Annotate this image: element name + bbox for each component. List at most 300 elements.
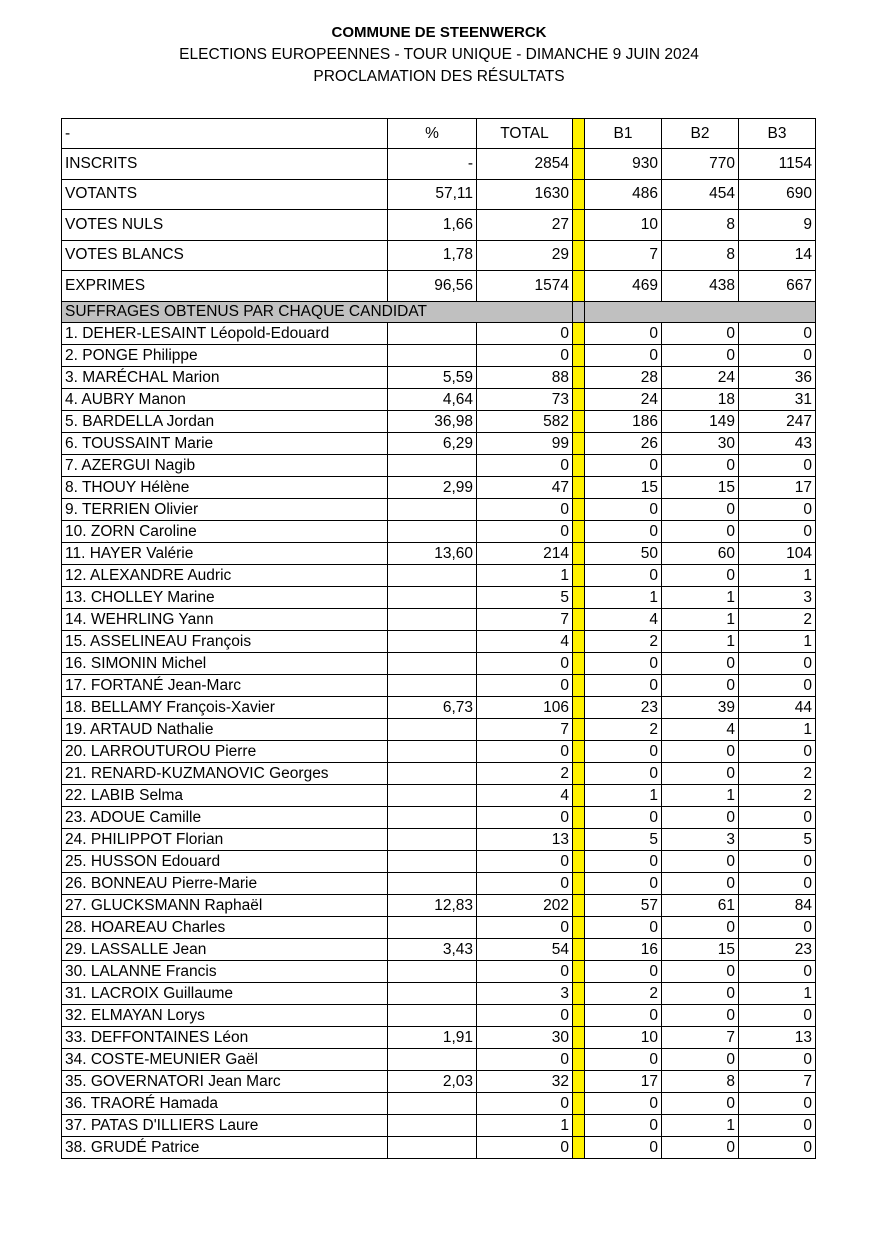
candidate-name: 13. CHOLLEY Marine: [62, 586, 388, 608]
candidate-name: 38. GRUDÉ Patrice: [62, 1136, 388, 1158]
candidate-pct: 2,03: [388, 1070, 477, 1092]
candidate-name: 8. THOUY Hélène: [62, 476, 388, 498]
candidate-pct: [388, 1092, 477, 1114]
column-separator: [573, 366, 585, 388]
candidate-b3: 0: [739, 1136, 816, 1158]
candidate-total: 214: [477, 542, 573, 564]
candidate-b2: 0: [662, 520, 739, 542]
candidate-b2: 1: [662, 1114, 739, 1136]
candidate-b2: 0: [662, 1048, 739, 1070]
candidate-b3: 5: [739, 828, 816, 850]
candidate-b3: 43: [739, 432, 816, 454]
candidate-b3: 3: [739, 586, 816, 608]
candidate-b2: 0: [662, 322, 739, 344]
candidate-total: 32: [477, 1070, 573, 1092]
candidate-b1: 24: [585, 388, 662, 410]
candidate-pct: 6,29: [388, 432, 477, 454]
summary-b2: 770: [662, 149, 739, 180]
candidate-b3: 17: [739, 476, 816, 498]
candidate-row: [62, 762, 816, 784]
candidate-row: [62, 454, 816, 476]
summary-row: [62, 210, 816, 241]
candidate-b2: 0: [662, 454, 739, 476]
candidate-total: 0: [477, 322, 573, 344]
col-label-header: -: [62, 119, 388, 149]
candidate-total: 582: [477, 410, 573, 432]
candidate-b2: 0: [662, 916, 739, 938]
candidate-b3: 0: [739, 344, 816, 366]
summary-total: 1630: [477, 179, 573, 210]
candidate-b2: 0: [662, 564, 739, 586]
candidate-b1: 1: [585, 586, 662, 608]
candidate-total: 0: [477, 850, 573, 872]
candidate-b1: 57: [585, 894, 662, 916]
column-separator: [573, 179, 585, 210]
candidate-b1: 0: [585, 344, 662, 366]
candidate-name: 19. ARTAUD Nathalie: [62, 718, 388, 740]
candidate-pct: [388, 762, 477, 784]
candidate-name: 36. TRAORÉ Hamada: [62, 1092, 388, 1114]
col-total-header: TOTAL: [477, 119, 573, 149]
candidate-name: 29. LASSALLE Jean: [62, 938, 388, 960]
candidate-b1: 4: [585, 608, 662, 630]
candidate-total: 0: [477, 454, 573, 476]
candidate-name: 15. ASSELINEAU François: [62, 630, 388, 652]
candidate-b1: 50: [585, 542, 662, 564]
candidate-name: 30. LALANNE Francis: [62, 960, 388, 982]
candidate-b3: 84: [739, 894, 816, 916]
candidate-b2: 0: [662, 344, 739, 366]
candidate-b2: 0: [662, 652, 739, 674]
candidate-name: 23. ADOUE Camille: [62, 806, 388, 828]
candidate-b2: 149: [662, 410, 739, 432]
column-separator: [573, 762, 585, 784]
candidate-b2: 24: [662, 366, 739, 388]
candidate-name: 35. GOVERNATORI Jean Marc: [62, 1070, 388, 1092]
candidate-b1: 0: [585, 1136, 662, 1158]
summary-label: EXPRIMES: [62, 271, 388, 302]
column-separator: [573, 806, 585, 828]
summary-b2: 454: [662, 179, 739, 210]
candidate-pct: [388, 520, 477, 542]
candidate-b3: 2: [739, 762, 816, 784]
candidate-pct: [388, 784, 477, 806]
candidate-name: 10. ZORN Caroline: [62, 520, 388, 542]
candidate-b2: 0: [662, 1004, 739, 1026]
column-separator: [573, 850, 585, 872]
candidate-b1: 26: [585, 432, 662, 454]
results-subtitle: PROCLAMATION DES RÉSULTATS: [313, 68, 565, 85]
section-band: [585, 301, 816, 322]
candidate-b3: 0: [739, 1092, 816, 1114]
candidate-b2: 0: [662, 1136, 739, 1158]
candidate-total: 99: [477, 432, 573, 454]
candidate-pct: [388, 322, 477, 344]
candidate-name: 24. PHILIPPOT Florian: [62, 828, 388, 850]
candidate-total: 47: [477, 476, 573, 498]
candidate-pct: [388, 608, 477, 630]
candidate-pct: [388, 850, 477, 872]
candidate-row: [62, 982, 816, 1004]
candidate-pct: [388, 498, 477, 520]
candidate-name: 9. TERRIEN Olivier: [62, 498, 388, 520]
column-separator: [573, 271, 585, 302]
candidate-name: 28. HOAREAU Charles: [62, 916, 388, 938]
candidate-pct: [388, 454, 477, 476]
candidate-b3: 1: [739, 718, 816, 740]
candidate-row: [62, 344, 816, 366]
candidate-b1: 0: [585, 322, 662, 344]
column-separator: [573, 520, 585, 542]
candidate-total: 4: [477, 784, 573, 806]
candidate-pct: [388, 960, 477, 982]
candidate-total: 202: [477, 894, 573, 916]
section-header-row: [62, 301, 816, 322]
candidate-b2: 15: [662, 938, 739, 960]
column-separator: [573, 388, 585, 410]
candidate-pct: [388, 718, 477, 740]
candidate-b1: 0: [585, 740, 662, 762]
candidate-pct: 1,91: [388, 1026, 477, 1048]
candidate-row: [62, 586, 816, 608]
candidate-pct: 36,98: [388, 410, 477, 432]
column-separator: [573, 960, 585, 982]
document-header: [0, 22, 878, 88]
column-separator: [573, 454, 585, 476]
column-separator: [573, 784, 585, 806]
candidate-total: 88: [477, 366, 573, 388]
candidate-b1: 15: [585, 476, 662, 498]
candidate-row: [62, 806, 816, 828]
summary-label: INSCRITS: [62, 149, 388, 180]
candidate-b1: 2: [585, 630, 662, 652]
candidate-b3: 104: [739, 542, 816, 564]
candidate-b3: 0: [739, 916, 816, 938]
candidate-b3: 0: [739, 1048, 816, 1070]
candidate-b3: 13: [739, 1026, 816, 1048]
candidate-row: [62, 1004, 816, 1026]
candidate-b1: 0: [585, 652, 662, 674]
candidate-total: 0: [477, 916, 573, 938]
column-separator: [573, 1092, 585, 1114]
summary-label: VOTES NULS: [62, 210, 388, 241]
candidate-row: [62, 674, 816, 696]
summary-b3: 690: [739, 179, 816, 210]
results-table: [61, 118, 816, 1159]
column-separator: [573, 586, 585, 608]
candidate-name: 27. GLUCKSMANN Raphaël: [62, 894, 388, 916]
candidate-b3: 31: [739, 388, 816, 410]
col-pct-header: %: [388, 119, 477, 149]
candidate-pct: [388, 630, 477, 652]
candidate-total: 54: [477, 938, 573, 960]
candidate-b3: 2: [739, 784, 816, 806]
candidate-total: 0: [477, 1092, 573, 1114]
column-separator: [573, 542, 585, 564]
candidate-pct: 4,64: [388, 388, 477, 410]
candidate-b3: 36: [739, 366, 816, 388]
candidate-row: [62, 916, 816, 938]
candidate-b3: 1: [739, 982, 816, 1004]
candidate-name: 5. BARDELLA Jordan: [62, 410, 388, 432]
candidate-b1: 0: [585, 916, 662, 938]
candidate-name: 12. ALEXANDRE Audric: [62, 564, 388, 586]
column-separator: [573, 564, 585, 586]
candidate-total: 106: [477, 696, 573, 718]
candidate-b2: 0: [662, 498, 739, 520]
candidate-b3: 0: [739, 652, 816, 674]
summary-pct: 96,56: [388, 271, 477, 302]
candidate-name: 20. LARROUTUROU Pierre: [62, 740, 388, 762]
column-separator: [573, 149, 585, 180]
candidate-b3: 23: [739, 938, 816, 960]
column-separator: [573, 1026, 585, 1048]
candidate-name: 14. WEHRLING Yann: [62, 608, 388, 630]
candidate-total: 0: [477, 674, 573, 696]
candidate-total: 0: [477, 1004, 573, 1026]
candidate-total: 0: [477, 652, 573, 674]
column-separator: [573, 1136, 585, 1158]
candidate-row: [62, 322, 816, 344]
candidate-b2: 39: [662, 696, 739, 718]
candidate-b3: 0: [739, 498, 816, 520]
candidate-row: [62, 652, 816, 674]
column-separator: [573, 872, 585, 894]
summary-b3: 9: [739, 210, 816, 241]
column-separator: [573, 301, 585, 322]
candidate-pct: 3,43: [388, 938, 477, 960]
candidate-b1: 0: [585, 850, 662, 872]
candidate-b2: 1: [662, 630, 739, 652]
header-row: [62, 119, 816, 149]
candidate-b2: 18: [662, 388, 739, 410]
candidate-b2: 0: [662, 850, 739, 872]
candidate-pct: [388, 344, 477, 366]
candidate-b1: 0: [585, 498, 662, 520]
candidate-total: 1: [477, 1114, 573, 1136]
candidate-pct: [388, 652, 477, 674]
column-separator: [573, 119, 585, 149]
candidate-row: [62, 740, 816, 762]
candidate-b1: 0: [585, 1048, 662, 1070]
summary-pct: 57,11: [388, 179, 477, 210]
summary-b1: 10: [585, 210, 662, 241]
candidate-pct: [388, 1136, 477, 1158]
candidate-pct: [388, 806, 477, 828]
candidate-pct: [388, 872, 477, 894]
candidate-total: 0: [477, 960, 573, 982]
column-separator: [573, 1004, 585, 1026]
candidate-b2: 4: [662, 718, 739, 740]
candidate-total: 7: [477, 718, 573, 740]
candidate-total: 0: [477, 872, 573, 894]
candidate-row: [62, 1026, 816, 1048]
candidate-b1: 0: [585, 806, 662, 828]
column-separator: [573, 982, 585, 1004]
column-separator: [573, 240, 585, 271]
candidate-total: 0: [477, 1136, 573, 1158]
candidate-name: 34. COSTE-MEUNIER Gaël: [62, 1048, 388, 1070]
candidate-row: [62, 388, 816, 410]
candidate-b3: 7: [739, 1070, 816, 1092]
candidate-b2: 15: [662, 476, 739, 498]
candidate-name: 17. FORTANÉ Jean-Marc: [62, 674, 388, 696]
candidate-name: 16. SIMONIN Michel: [62, 652, 388, 674]
column-separator: [573, 432, 585, 454]
candidate-pct: [388, 586, 477, 608]
candidate-b2: 30: [662, 432, 739, 454]
column-separator: [573, 1070, 585, 1092]
candidate-b1: 0: [585, 872, 662, 894]
col-b3-header: B3: [739, 119, 816, 149]
column-separator: [573, 652, 585, 674]
candidate-name: 6. TOUSSAINT Marie: [62, 432, 388, 454]
candidate-total: 73: [477, 388, 573, 410]
candidate-pct: [388, 828, 477, 850]
candidate-pct: 5,59: [388, 366, 477, 388]
candidate-b1: 0: [585, 564, 662, 586]
summary-b2: 8: [662, 210, 739, 241]
candidate-row: [62, 366, 816, 388]
candidate-b3: 0: [739, 454, 816, 476]
summary-b3: 1154: [739, 149, 816, 180]
candidate-total: 0: [477, 740, 573, 762]
summary-b2: 438: [662, 271, 739, 302]
candidate-b1: 0: [585, 520, 662, 542]
candidate-pct: 2,99: [388, 476, 477, 498]
candidate-b1: 0: [585, 1004, 662, 1026]
column-separator: [573, 894, 585, 916]
candidate-b2: 1: [662, 608, 739, 630]
candidate-row: [62, 696, 816, 718]
summary-pct: 1,78: [388, 240, 477, 271]
candidate-name: 2. PONGE Philippe: [62, 344, 388, 366]
column-separator: [573, 718, 585, 740]
candidate-name: 37. PATAS D'ILLIERS Laure: [62, 1114, 388, 1136]
commune-title: COMMUNE DE STEENWERCK: [331, 24, 547, 41]
candidate-name: 7. AZERGUI Nagib: [62, 454, 388, 476]
candidate-row: [62, 1070, 816, 1092]
column-separator: [573, 740, 585, 762]
candidate-row: [62, 894, 816, 916]
candidate-b1: 186: [585, 410, 662, 432]
summary-b1: 7: [585, 240, 662, 271]
candidate-b1: 0: [585, 762, 662, 784]
candidate-pct: 12,83: [388, 894, 477, 916]
candidate-b2: 0: [662, 762, 739, 784]
summary-label: VOTANTS: [62, 179, 388, 210]
candidate-row: [62, 1114, 816, 1136]
candidate-row: [62, 1092, 816, 1114]
candidate-total: 4: [477, 630, 573, 652]
candidate-name: 22. LABIB Selma: [62, 784, 388, 806]
candidate-row: [62, 872, 816, 894]
candidate-row: [62, 432, 816, 454]
candidate-b2: 3: [662, 828, 739, 850]
candidate-b2: 60: [662, 542, 739, 564]
candidate-row: [62, 1136, 816, 1158]
candidate-total: 0: [477, 520, 573, 542]
candidate-b1: 0: [585, 1092, 662, 1114]
candidate-b1: 0: [585, 960, 662, 982]
candidate-pct: [388, 982, 477, 1004]
column-separator: [573, 1048, 585, 1070]
candidate-total: 2: [477, 762, 573, 784]
summary-pct: -: [388, 149, 477, 180]
column-separator: [573, 828, 585, 850]
candidate-b1: 10: [585, 1026, 662, 1048]
candidate-b2: 0: [662, 960, 739, 982]
candidate-name: 21. RENARD-KUZMANOVIC Georges: [62, 762, 388, 784]
candidate-total: 3: [477, 982, 573, 1004]
candidate-row: [62, 938, 816, 960]
summary-label: VOTES BLANCS: [62, 240, 388, 271]
candidate-pct: [388, 1004, 477, 1026]
candidate-b3: 0: [739, 322, 816, 344]
candidate-row: [62, 828, 816, 850]
summary-total: 1574: [477, 271, 573, 302]
candidate-b3: 0: [739, 806, 816, 828]
summary-b1: 486: [585, 179, 662, 210]
candidate-name: 32. ELMAYAN Lorys: [62, 1004, 388, 1026]
candidate-name: 31. LACROIX Guillaume: [62, 982, 388, 1004]
column-separator: [573, 674, 585, 696]
candidate-b2: 0: [662, 674, 739, 696]
candidate-total: 0: [477, 498, 573, 520]
candidate-row: [62, 476, 816, 498]
candidate-b1: 0: [585, 454, 662, 476]
candidate-b3: 0: [739, 1004, 816, 1026]
candidate-b1: 0: [585, 674, 662, 696]
election-title: ELECTIONS EUROPEENNES - TOUR UNIQUE - DIMANCHE 9 JUIN 2024: [179, 46, 699, 63]
candidate-row: [62, 960, 816, 982]
candidate-total: 0: [477, 806, 573, 828]
candidate-b1: 1: [585, 784, 662, 806]
candidate-b3: 2: [739, 608, 816, 630]
candidate-b1: 28: [585, 366, 662, 388]
col-b1-header: B1: [585, 119, 662, 149]
candidate-b2: 0: [662, 1092, 739, 1114]
candidate-b2: 0: [662, 806, 739, 828]
column-separator: [573, 916, 585, 938]
column-separator: [573, 410, 585, 432]
summary-b3: 14: [739, 240, 816, 271]
candidate-name: 33. DEFFONTAINES Léon: [62, 1026, 388, 1048]
candidate-row: [62, 630, 816, 652]
candidate-name: 26. BONNEAU Pierre-Marie: [62, 872, 388, 894]
candidate-b2: 0: [662, 740, 739, 762]
summary-row: [62, 271, 816, 302]
candidate-name: 11. HAYER Valérie: [62, 542, 388, 564]
candidate-name: 4. AUBRY Manon: [62, 388, 388, 410]
candidate-name: 18. BELLAMY François-Xavier: [62, 696, 388, 718]
candidate-row: [62, 850, 816, 872]
candidate-b3: 1: [739, 630, 816, 652]
candidate-b3: 44: [739, 696, 816, 718]
candidate-b3: 0: [739, 1114, 816, 1136]
column-separator: [573, 210, 585, 241]
summary-b1: 469: [585, 271, 662, 302]
candidate-row: [62, 784, 816, 806]
candidate-b2: 61: [662, 894, 739, 916]
summary-row: [62, 240, 816, 271]
candidate-b3: 0: [739, 872, 816, 894]
candidate-total: 5: [477, 586, 573, 608]
candidate-total: 7: [477, 608, 573, 630]
candidate-row: [62, 1048, 816, 1070]
candidate-name: 3. MARÉCHAL Marion: [62, 366, 388, 388]
candidate-row: [62, 410, 816, 432]
